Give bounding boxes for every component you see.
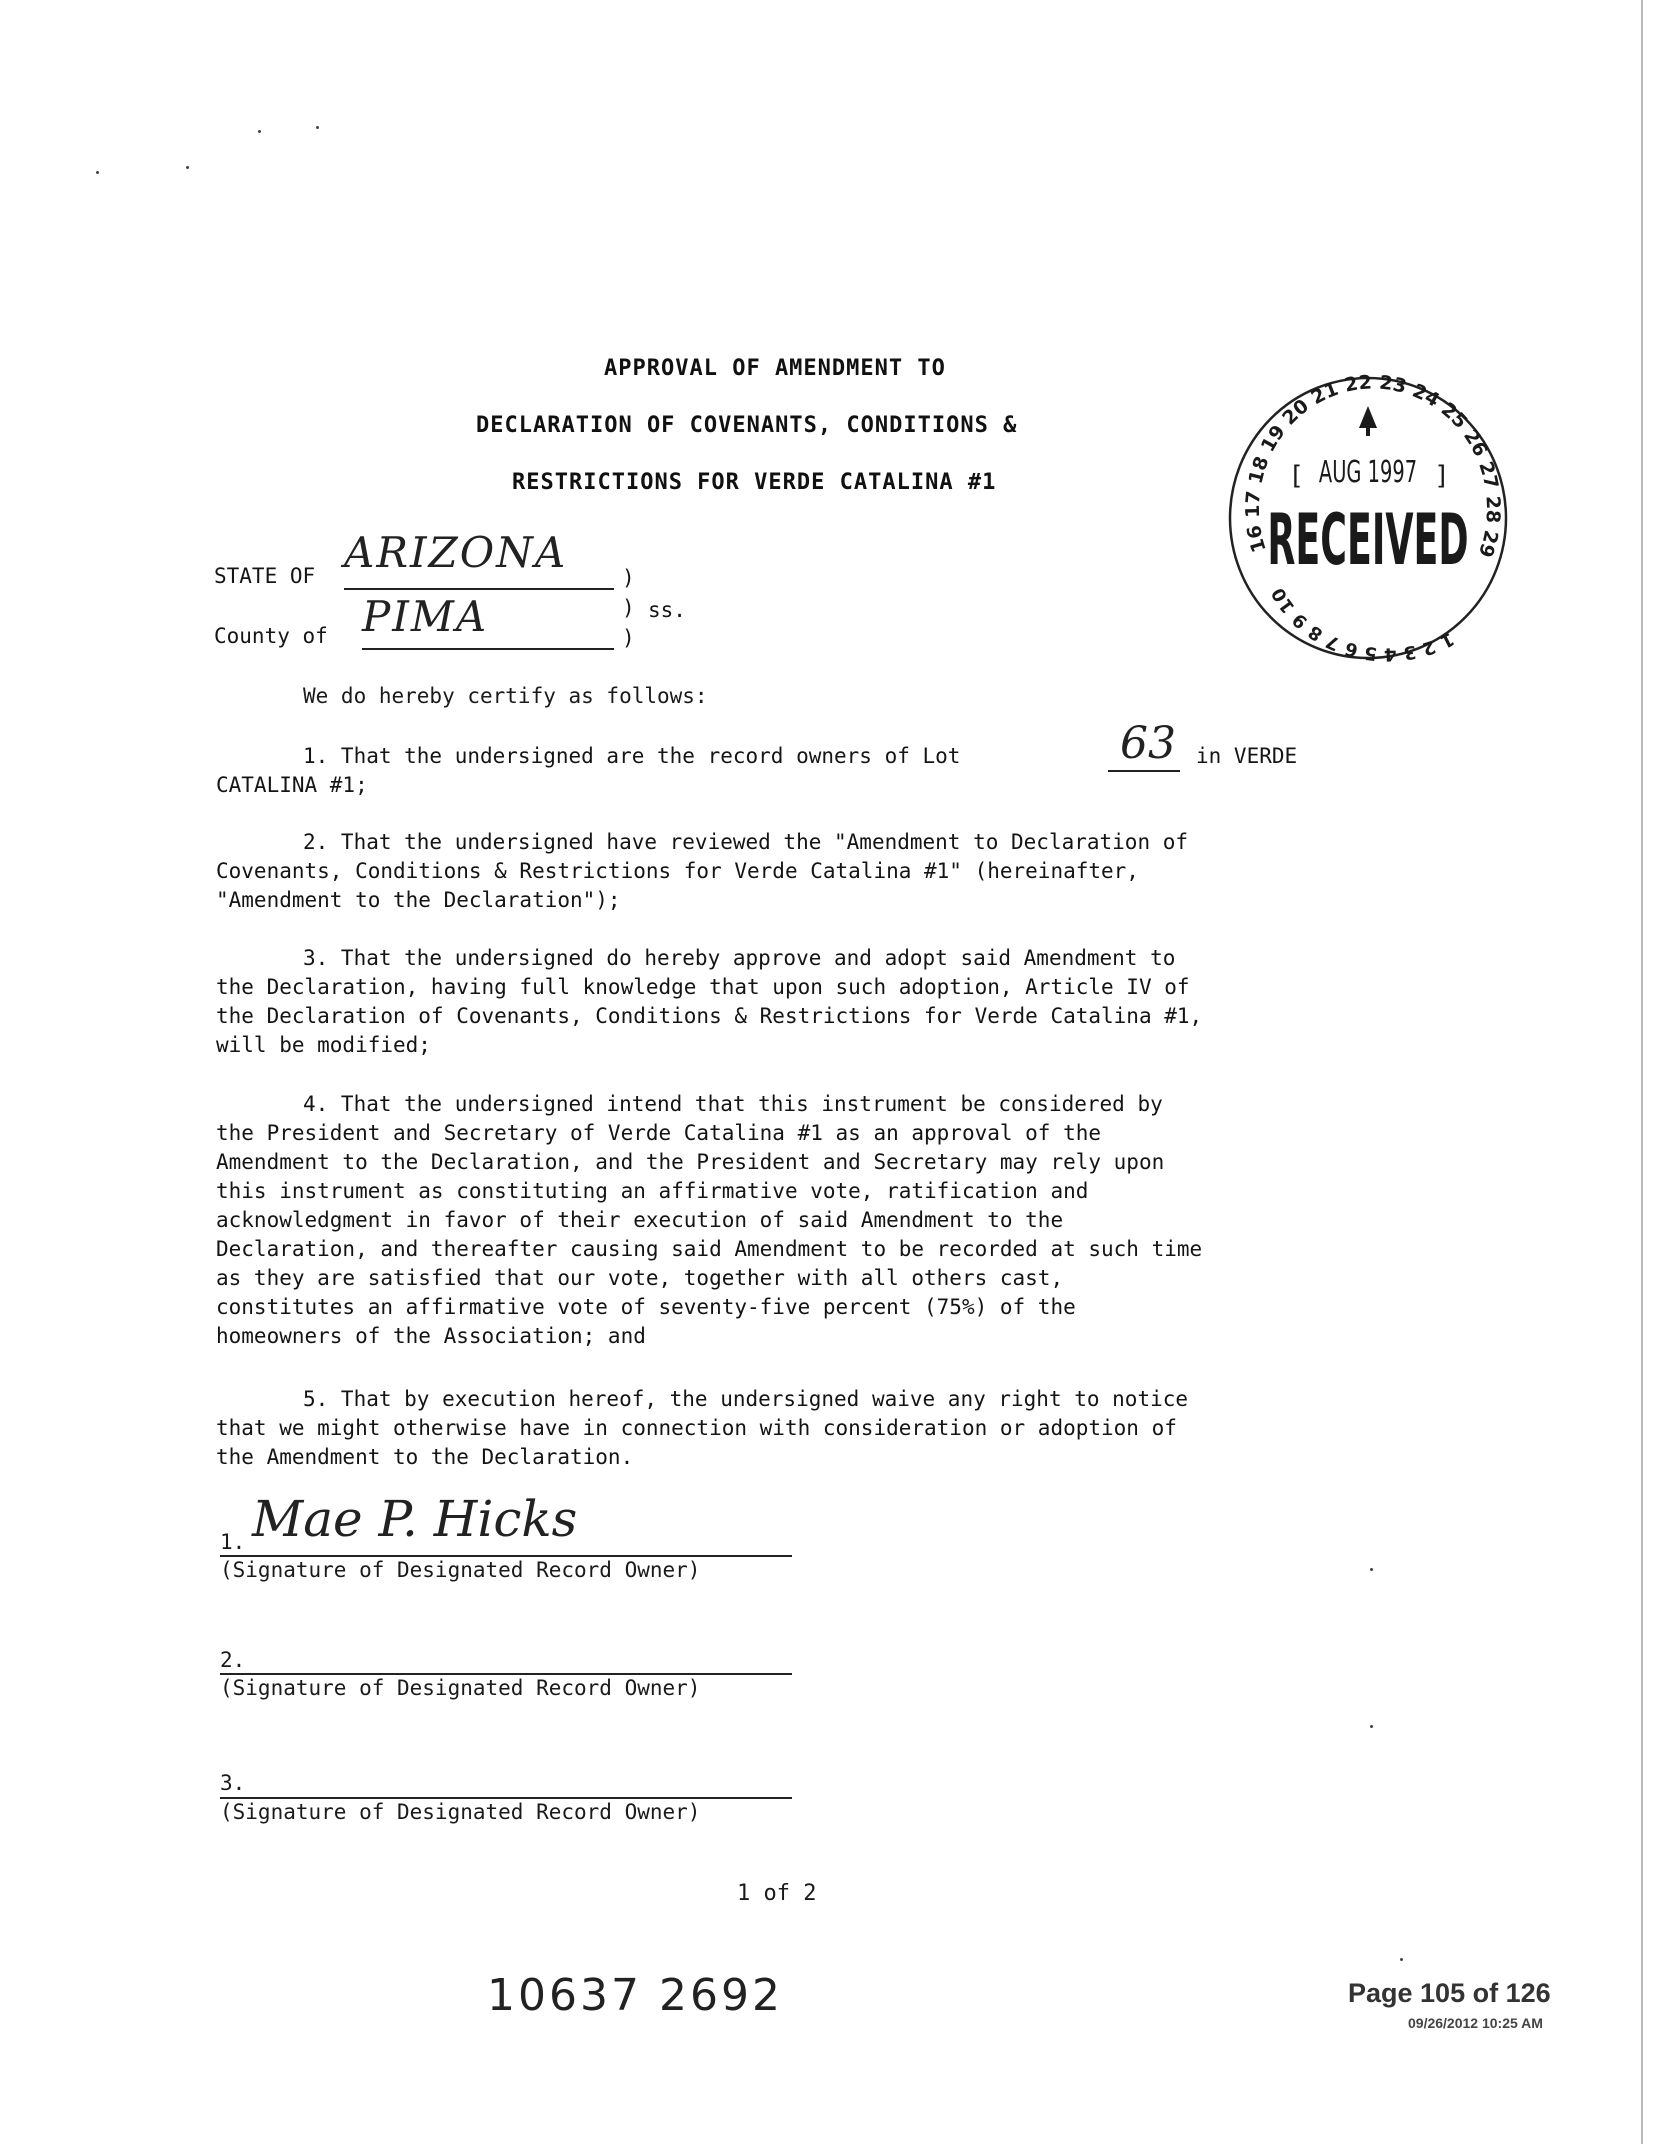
svg-text:[: [ <box>1292 461 1303 491</box>
signature-1-line <box>220 1555 792 1557</box>
title-line-3: RESTRICTIONS FOR VERDE CATALINA #1 <box>512 470 997 495</box>
scan-speck <box>96 171 99 174</box>
scan-edge-rule <box>1641 0 1643 2144</box>
scan-speck <box>316 126 319 129</box>
paragraph-2: 2. That the undersigned have reviewed the "Amendment to Declaration of Covenants, Conditions & Restrictions for Verde Catalina #1" (hereinafter, "Amendment to the Declaration"); <box>216 830 1189 912</box>
stamp-ring-bottom-numbers: 1 2 3 4 5 6 7 8 9 10 <box>1267 584 1458 665</box>
document-number: 10637 2692 <box>487 1970 783 2021</box>
state-value-handwritten: ARIZONA <box>344 528 568 577</box>
paragraph-4: 4. That the undersigned intend that this instrument be considered by the President and Secretary of Verde Catalina #1 as an approval of the Amendment to the Declaration, and the President and Secretary may rely upon this instrument as constituting an affirmative vote, ratification and acknowledgment in favor of their execution of said Amendment to the Declaration, and thereafter causing said Amendment to be recorded at such time as they are satisfied that our vote, together with all others cast, constitutes an affirmative vote of seventy-five percent (75%) of the homeowners of the Association; and <box>216 1092 1203 1348</box>
lot-number-handwritten: 63 <box>1120 718 1176 769</box>
paragraph-1-text: 1. That the undersigned are the record owners of Lot <box>303 744 961 768</box>
stamp-arrow-icon <box>1359 406 1377 428</box>
paragraph-1-continued: CATALINA #1; <box>216 773 368 797</box>
print-timestamp: 09/26/2012 10:25 AM <box>1408 2015 1543 2031</box>
page-count: Page 105 of 126 <box>1348 1978 1551 2008</box>
paren-3: ) <box>622 626 635 650</box>
county-label: County of <box>214 624 328 648</box>
lot-underline <box>1108 770 1180 772</box>
scan-speck <box>186 166 189 169</box>
received-stamp <box>1218 350 1518 670</box>
title-line-1: APPROVAL OF AMENDMENT TO <box>604 356 946 381</box>
stamp-ring-top-numbers: 16 17 18 19 20 21 22 23 24 25 26 27 28 29 <box>1241 371 1505 561</box>
title-line-2: DECLARATION OF COVENANTS, CONDITIONS & <box>476 413 1018 438</box>
paren-1: ) <box>622 566 635 590</box>
page-of-label: 1 of 2 <box>737 1881 817 1906</box>
signature-2-number: 2. <box>220 1648 246 1672</box>
scan-speck <box>258 130 261 133</box>
paragraph-3: 3. That the undersigned do hereby approve and adopt said Amendment to the Declaration, having full knowledge that upon such adoption, Article IV of the Declaration of Covenants, Conditions & Restrictions for Verde Catalina #1, will be modified; <box>216 946 1203 1057</box>
signature-1-caption: (Signature of Designated Record Owner) <box>220 1558 701 1582</box>
signature-2-caption: (Signature of Designated Record Owner) <box>220 1676 701 1700</box>
signature-3-line <box>220 1797 792 1799</box>
signature-1-number: 1. <box>220 1530 246 1554</box>
paragraph-5: 5. That by execution hereof, the undersigned waive any right to notice that we might otherwise have in connection with consideration or adoption of the Amendment to the Declaration. <box>216 1387 1189 1469</box>
stamp-received-text: RECEIVED <box>1267 500 1469 582</box>
signature-3-number: 3. <box>220 1771 246 1795</box>
signature-3-caption: (Signature of Designated Record Owner) <box>220 1800 701 1824</box>
county-value-handwritten: PIMA <box>362 592 489 641</box>
county-underline <box>362 648 614 650</box>
paragraph-1-tail: in VERDE <box>1196 744 1298 768</box>
state-label: STATE OF <box>214 564 316 588</box>
state-underline <box>344 588 614 590</box>
scan-speck <box>1400 1958 1403 1961</box>
paren-2: ) <box>622 596 635 620</box>
signature-2-line <box>220 1673 792 1675</box>
stamp-date: AUG 1997 <box>1318 455 1418 491</box>
signature-1-handwritten: Mae P. Hicks <box>252 1490 578 1548</box>
received-stamp-graphic <box>1218 350 1518 670</box>
scan-speck <box>1370 1568 1373 1571</box>
ss-label: ss. <box>648 598 686 622</box>
scan-speck <box>1370 1725 1373 1728</box>
certify-intro: We do hereby certify as follows: <box>303 684 708 708</box>
svg-text:]: ] <box>1436 461 1447 491</box>
